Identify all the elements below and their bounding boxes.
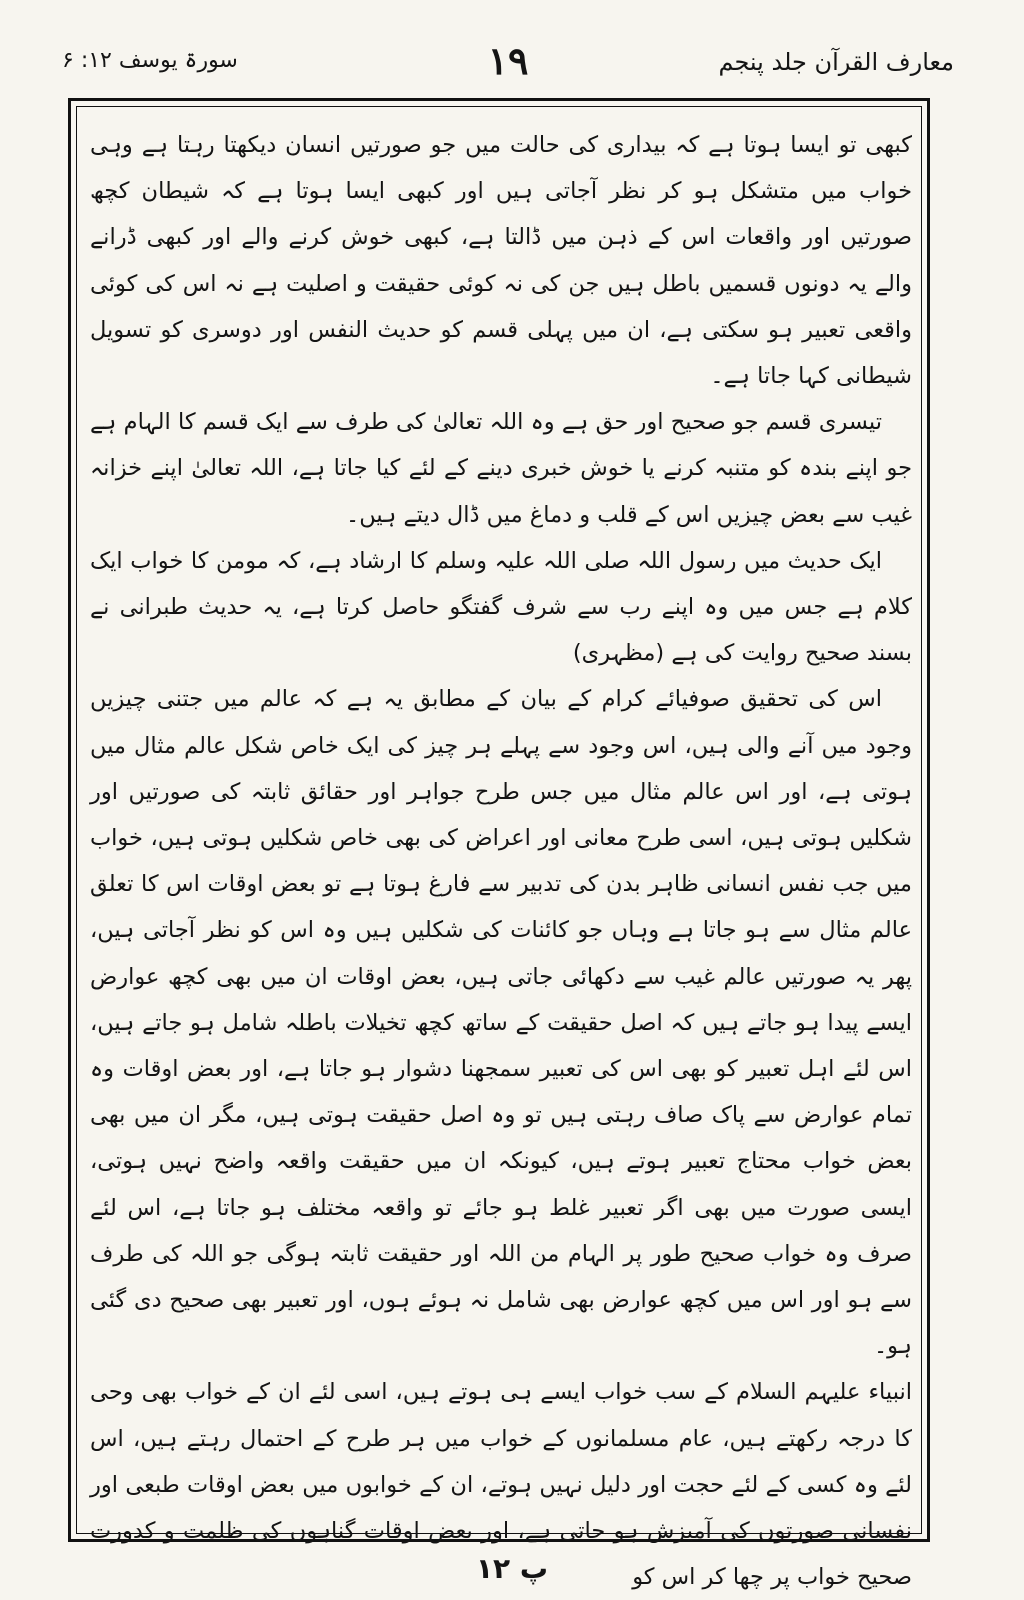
paragraph-hadith: ایک حدیث میں رسول اللہ صلی اللہ علیہ وسلم کا ارشاد ہے، کہ مومن کا خواب ایک کلام ہے جس میں وہ اپنے رب سے شرف گفتگو حاصل کرتا ہے، یہ حدیث طبرانی نے بسند صحیح روایت کی ہے (مظہری)	[90, 547, 912, 667]
paragraph-true-dream: تیسری قسم جو صحیح اور حق ہے وہ اللہ تعالیٰ کی طرف سے ایک قسم کا الہام ہے جو اپنے بندہ کو متنبہ کرنے یا خوش خبری دینے کے لئے کیا جاتا ہے، اللہ تعالیٰ اپنے خزانہ غیب سے بعض چیزیں اس کے قلب و دماغ میں ڈال دیتے ہیں۔	[90, 409, 912, 528]
page-signature: پ ۱۲	[475, 1552, 549, 1585]
page-header	[62, 38, 954, 96]
surah-reference: سورۃ یوسف ۱۲: ۶	[62, 48, 238, 73]
paragraph-sufi-explanation: اس کی تحقیق صوفیائے کرام کے بیان کے مطابق یہ ہے کہ عالم میں جتنی چیزیں وجود میں آنے والی ہیں، اس وجود سے پہلے ہر چیز کی ایک خاص شکل عالم مثال میں ہوتی ہے، اور اس عالم مثال میں جس طرح جواہر اور حقائق ثابتہ کی صورتیں اور شکلیں ہوتی ہیں، اسی طرح معانی اور اعراض کی بھی خاص شکلیں ہوتی ہیں، خواب میں جب نفس انسانی ظاہر بدن کی تدبیر سے فارغ ہوتا ہے تو بعض اوقات اس کا تعلق عالم مثال سے ہو جاتا ہے وہاں جو کائنات کی شکلیں ہیں وہ اس کو نظر آجاتی ہیں، پھر یہ صورتیں عالم غیب سے دکھائی جاتی ہیں، بعض اوقات ان میں بھی کچھ عوارض ایسے پیدا ہو جاتے ہیں کہ اصل حقیقت کے ساتھ کچھ تخیلات باطلہ شامل ہو جاتے ہیں، اس لئے اہل تعبیر کو بھی اس کی تعبیر سمجھنا دشوار ہو جاتا ہے، اور بعض اوقات وہ تمام عوارض سے پاک صاف رہتی ہیں تو وہ اصل حقیقت ہوتی ہیں، مگر ان میں بھی بعض خواب محتاج تعبیر ہوتے ہیں، کیونکہ ان میں حقیقت واقعہ واضح نہیں ہوتی، ایسی صورت میں بھی اگر تعبیر غلط ہو جائے تو واقعہ مختلف ہو جاتا ہے، اس لئے صرف وہ خواب صحیح طور پر الہام من اللہ اور حقیقت ثابتہ ہوگی جو اللہ کی طرف سے ہو اور اس میں کچھ عوارض بھی شامل نہ ہوئے ہوں، اور تعبیر بھی صحیح دی گئی ہو۔	[90, 686, 912, 1360]
book-title: معارف القرآن جلد پنجم	[718, 48, 954, 76]
page-number: ۱۹	[487, 38, 529, 83]
text-body	[90, 122, 912, 1600]
paragraph-prophets-dreams: انبیاء علیہم السلام کے سب خواب ایسے ہی ہوتے ہیں، اسی لئے ان کے خواب بھی وحی کا درجہ رکھتے ہیں، عام مسلمانوں کے خواب میں ہر طرح کے احتمال رہتے ہیں، اس لئے وہ کسی کے لئے حجت اور دلیل نہیں ہوتے، ان کے خوابوں میں بعض اوقات طبعی اور نفسانی صورتوں کی آمیزش ہو جاتی ہے، اور بعض اوقات گناہوں کی ظلمت و کدورت صحیح خواب پر چھا کر اس کو	[90, 1379, 912, 1591]
paragraph-dream-types: کبھی تو ایسا ہوتا ہے کہ بیداری کی حالت میں جو صورتیں انسان دیکھتا رہتا ہے وہی خواب میں متشکل ہو کر نظر آجاتی ہیں اور کبھی ایسا ہوتا ہے کہ شیطان کچھ صورتیں اور واقعات اس کے ذہن میں ڈالتا ہے، کبھی خوش کرنے والے اور کبھی ڈرانے والے یہ دونوں قسمیں باطل ہیں جن کی نہ کوئی حقیقت و اصلیت ہے نہ اس کی کوئی واقعی تعبیر ہو سکتی ہے، ان میں پہلی قسم کو حدیث النفس اور دوسری کو تسویل شیطانی کہا جاتا ہے۔	[90, 132, 912, 390]
